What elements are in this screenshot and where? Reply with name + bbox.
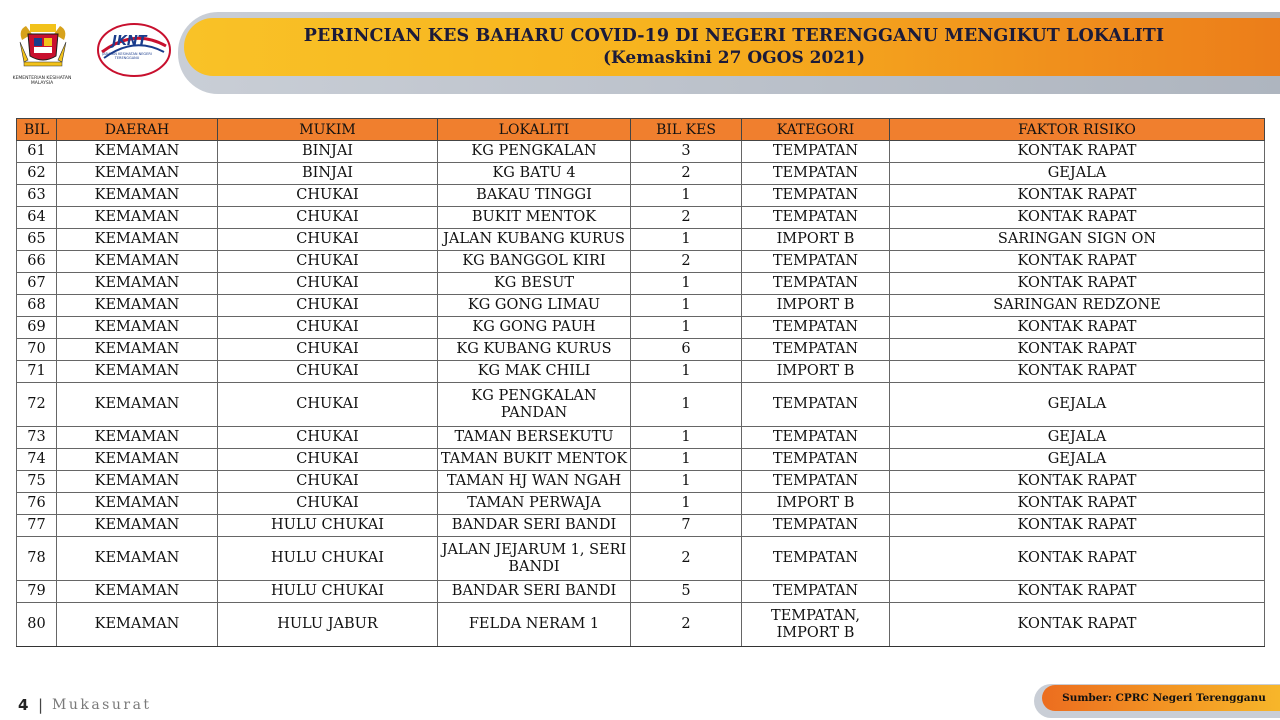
table-row (17, 493, 1265, 515)
cell-faktor-risiko: KONTAK RAPAT (890, 273, 1265, 295)
cell-mukim: BINJAI (218, 141, 438, 163)
cell-faktor-risiko: GEJALA (890, 449, 1265, 471)
cell-bil: 76 (17, 493, 57, 515)
cell-kategori: TEMPATAN (742, 515, 890, 537)
cell-lokaliti: KG BESUT (438, 273, 631, 295)
cell-mukim: CHUKAI (218, 427, 438, 449)
page-number: 4 (18, 696, 29, 714)
cell-lokaliti: TAMAN BUKIT MENTOK (438, 449, 631, 471)
table-row (17, 361, 1265, 383)
cases-table (16, 118, 1265, 647)
cell-lokaliti: TAMAN BERSEKUTU (438, 427, 631, 449)
cell-bil: 68 (17, 295, 57, 317)
cell-faktor-risiko: KONTAK RAPAT (890, 361, 1265, 383)
cell-bil-kes: 3 (631, 141, 742, 163)
cell-faktor-risiko: GEJALA (890, 383, 1265, 427)
cell-mukim: CHUKAI (218, 295, 438, 317)
cell-daerah: KEMAMAN (57, 229, 218, 251)
table-row (17, 581, 1265, 603)
cell-daerah: KEMAMAN (57, 383, 218, 427)
cell-kategori: IMPORT B (742, 493, 890, 515)
cell-mukim: CHUKAI (218, 471, 438, 493)
cell-lokaliti: TAMAN HJ WAN NGAH (438, 471, 631, 493)
cell-daerah: KEMAMAN (57, 185, 218, 207)
cell-daerah: KEMAMAN (57, 537, 218, 581)
column-header-bil: BIL (17, 119, 57, 141)
table-row (17, 163, 1265, 185)
cell-bil: 80 (17, 603, 57, 647)
cell-mukim: CHUKAI (218, 229, 438, 251)
cell-lokaliti: BUKIT MENTOK (438, 207, 631, 229)
cell-faktor-risiko: GEJALA (890, 163, 1265, 185)
source-badge: Sumber: CPRC Negeri Terengganu (1042, 685, 1280, 711)
cell-lokaliti: KG PENGKALAN (438, 141, 631, 163)
cell-lokaliti: FELDA NERAM 1 (438, 603, 631, 647)
cell-kategori: TEMPATAN (742, 383, 890, 427)
table-row (17, 515, 1265, 537)
cell-lokaliti: JALAN JEJARUM 1, SERI BANDI (438, 537, 631, 581)
cell-bil: 69 (17, 317, 57, 339)
cell-kategori: IMPORT B (742, 295, 890, 317)
cell-mukim: CHUKAI (218, 383, 438, 427)
cell-bil: 75 (17, 471, 57, 493)
cell-kategori: TEMPATAN (742, 317, 890, 339)
cell-bil: 79 (17, 581, 57, 603)
table-row (17, 251, 1265, 273)
cell-mukim: CHUKAI (218, 493, 438, 515)
cell-mukim: CHUKAI (218, 273, 438, 295)
cell-bil-kes: 1 (631, 493, 742, 515)
page-title: PERINCIAN KES BAHARU COVID-19 DI NEGERI TERENGGANU MENGIKUT LOKALITI (303, 26, 1165, 46)
cell-mukim: CHUKAI (218, 185, 438, 207)
table-row (17, 603, 1265, 647)
cell-mukim: HULU CHUKAI (218, 537, 438, 581)
cell-kategori: TEMPATAN (742, 339, 890, 361)
table-row (17, 449, 1265, 471)
cell-lokaliti: KG GONG LIMAU (438, 295, 631, 317)
page-label: Mukasurat (52, 697, 152, 713)
cell-bil-kes: 1 (631, 185, 742, 207)
cell-bil: 77 (17, 515, 57, 537)
table-row (17, 537, 1265, 581)
cell-daerah: KEMAMAN (57, 471, 218, 493)
cell-lokaliti: KG BANGGOL KIRI (438, 251, 631, 273)
column-header-kategori: KATEGORI (742, 119, 890, 141)
cell-faktor-risiko: KONTAK RAPAT (890, 141, 1265, 163)
cell-bil-kes: 1 (631, 317, 742, 339)
cell-bil: 74 (17, 449, 57, 471)
cell-bil-kes: 1 (631, 273, 742, 295)
jknt-logo (96, 22, 172, 80)
cell-faktor-risiko: KONTAK RAPAT (890, 537, 1265, 581)
table-row (17, 273, 1265, 295)
table-body (17, 141, 1265, 647)
cell-mukim: HULU CHUKAI (218, 581, 438, 603)
cell-faktor-risiko: KONTAK RAPAT (890, 471, 1265, 493)
cell-bil-kes: 1 (631, 427, 742, 449)
table-row (17, 141, 1265, 163)
cell-bil-kes: 1 (631, 295, 742, 317)
cell-kategori: IMPORT B (742, 229, 890, 251)
cell-daerah: KEMAMAN (57, 493, 218, 515)
cell-lokaliti: KG GONG PAUH (438, 317, 631, 339)
cell-faktor-risiko: GEJALA (890, 427, 1265, 449)
cell-bil-kes: 5 (631, 581, 742, 603)
cell-daerah: KEMAMAN (57, 207, 218, 229)
cell-daerah: KEMAMAN (57, 317, 218, 339)
cell-lokaliti: BAKAU TINGGI (438, 185, 631, 207)
table-row (17, 185, 1265, 207)
cell-kategori: TEMPATAN (742, 581, 890, 603)
table-row (17, 207, 1265, 229)
cell-mukim: HULU JABUR (218, 603, 438, 647)
cell-lokaliti: KG BATU 4 (438, 163, 631, 185)
cell-kategori: TEMPATAN (742, 427, 890, 449)
cell-lokaliti: TAMAN PERWAJA (438, 493, 631, 515)
cell-faktor-risiko: KONTAK RAPAT (890, 317, 1265, 339)
cell-lokaliti: BANDAR SERI BANDI (438, 515, 631, 537)
cell-lokaliti: KG MAK CHILI (438, 361, 631, 383)
cell-bil: 78 (17, 537, 57, 581)
cell-bil: 70 (17, 339, 57, 361)
cell-bil: 61 (17, 141, 57, 163)
cell-faktor-risiko: KONTAK RAPAT (890, 251, 1265, 273)
column-header-mukim: MUKIM (218, 119, 438, 141)
column-header-lokaliti: LOKALITI (438, 119, 631, 141)
cell-faktor-risiko: SARINGAN SIGN ON (890, 229, 1265, 251)
table-header-row (17, 119, 1265, 141)
cell-mukim: CHUKAI (218, 449, 438, 471)
cell-daerah: KEMAMAN (57, 163, 218, 185)
cell-lokaliti: KG KUBANG KURUS (438, 339, 631, 361)
cell-faktor-risiko: KONTAK RAPAT (890, 581, 1265, 603)
cell-bil: 66 (17, 251, 57, 273)
cell-mukim: CHUKAI (218, 317, 438, 339)
cell-faktor-risiko: KONTAK RAPAT (890, 603, 1265, 647)
cell-mukim: HULU CHUKAI (218, 515, 438, 537)
cell-daerah: KEMAMAN (57, 339, 218, 361)
cell-daerah: KEMAMAN (57, 427, 218, 449)
cell-bil-kes: 2 (631, 537, 742, 581)
cell-lokaliti: KG PENGKALAN PANDAN (438, 383, 631, 427)
cell-mukim: BINJAI (218, 163, 438, 185)
header-banner (184, 18, 1280, 76)
cell-daerah: KEMAMAN (57, 603, 218, 647)
table-row (17, 339, 1265, 361)
cell-bil: 67 (17, 273, 57, 295)
cell-kategori: TEMPATAN (742, 251, 890, 273)
cell-bil-kes: 2 (631, 603, 742, 647)
table-row (17, 427, 1265, 449)
cell-bil-kes: 2 (631, 163, 742, 185)
cell-daerah: KEMAMAN (57, 295, 218, 317)
cell-bil: 63 (17, 185, 57, 207)
kkm-logo-caption: KEMENTERIAN KESIHATAN MALAYSIA (12, 76, 72, 86)
cell-kategori: IMPORT B (742, 361, 890, 383)
table-row (17, 229, 1265, 251)
cell-kategori: TEMPATAN (742, 537, 890, 581)
column-header-faktor-risiko: FAKTOR RISIKO (890, 119, 1265, 141)
cell-daerah: KEMAMAN (57, 361, 218, 383)
cell-kategori: TEMPATAN, IMPORT B (742, 603, 890, 647)
cell-daerah: KEMAMAN (57, 581, 218, 603)
cell-kategori: TEMPATAN (742, 185, 890, 207)
cell-mukim: CHUKAI (218, 207, 438, 229)
cell-faktor-risiko: SARINGAN REDZONE (890, 295, 1265, 317)
jknt-logo-text: JKNT (112, 34, 147, 49)
table-row (17, 317, 1265, 339)
cell-kategori: TEMPATAN (742, 273, 890, 295)
cell-bil: 73 (17, 427, 57, 449)
column-header-daerah: DAERAH (57, 119, 218, 141)
cell-daerah: KEMAMAN (57, 141, 218, 163)
cell-bil-kes: 2 (631, 251, 742, 273)
cell-mukim: CHUKAI (218, 251, 438, 273)
cell-kategori: TEMPATAN (742, 163, 890, 185)
table-row (17, 471, 1265, 493)
cell-bil-kes: 1 (631, 229, 742, 251)
cases-table-container (16, 118, 1264, 647)
cell-faktor-risiko: KONTAK RAPAT (890, 493, 1265, 515)
table-row (17, 295, 1265, 317)
table-row (17, 383, 1265, 427)
cell-lokaliti: BANDAR SERI BANDI (438, 581, 631, 603)
cell-daerah: KEMAMAN (57, 273, 218, 295)
cell-faktor-risiko: KONTAK RAPAT (890, 185, 1265, 207)
cell-mukim: CHUKAI (218, 361, 438, 383)
page-subtitle: (Kemaskini 27 OGOS 2021) (602, 48, 866, 68)
cell-faktor-risiko: KONTAK RAPAT (890, 207, 1265, 229)
cell-kategori: TEMPATAN (742, 207, 890, 229)
cell-faktor-risiko: KONTAK RAPAT (890, 515, 1265, 537)
cell-kategori: TEMPATAN (742, 141, 890, 163)
cell-bil-kes: 1 (631, 471, 742, 493)
cell-daerah: KEMAMAN (57, 251, 218, 273)
cell-bil-kes: 2 (631, 207, 742, 229)
cell-bil: 72 (17, 383, 57, 427)
cell-bil-kes: 1 (631, 361, 742, 383)
cell-kategori: TEMPATAN (742, 449, 890, 471)
column-header-bil-kes: BIL KES (631, 119, 742, 141)
cell-kategori: TEMPATAN (742, 471, 890, 493)
cell-bil: 64 (17, 207, 57, 229)
cell-bil: 62 (17, 163, 57, 185)
cell-faktor-risiko: KONTAK RAPAT (890, 339, 1265, 361)
jknt-logo-caption: JABATAN KESIHATAN NEGERI TERENGGANU (102, 52, 152, 60)
cell-bil-kes: 6 (631, 339, 742, 361)
cell-bil: 71 (17, 361, 57, 383)
cell-bil-kes: 7 (631, 515, 742, 537)
cell-bil: 65 (17, 229, 57, 251)
cell-daerah: KEMAMAN (57, 515, 218, 537)
cell-bil-kes: 1 (631, 449, 742, 471)
cell-daerah: KEMAMAN (57, 449, 218, 471)
cell-bil-kes: 1 (631, 383, 742, 427)
footer-separator: | (38, 696, 44, 714)
cell-lokaliti: JALAN KUBANG KURUS (438, 229, 631, 251)
cell-mukim: CHUKAI (218, 339, 438, 361)
